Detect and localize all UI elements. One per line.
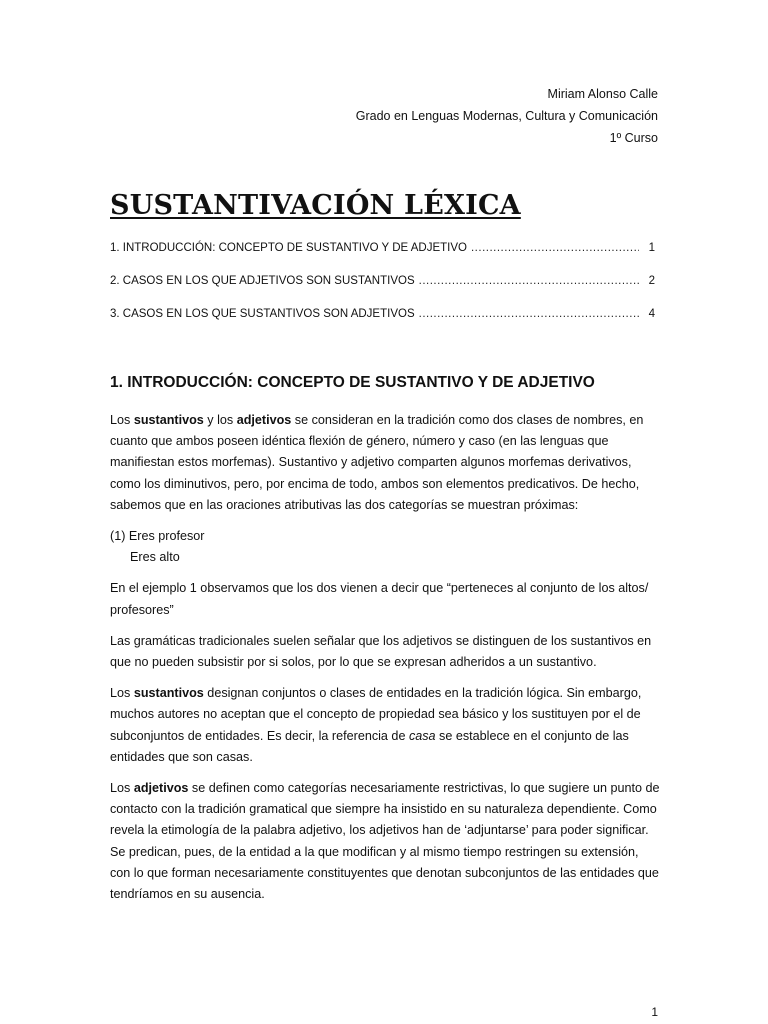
paragraph-1 [110, 410, 660, 516]
degree-name: Grado en Lenguas Modernas, Cultura y Comunicación [355, 109, 658, 123]
page-number: 1 [651, 1005, 658, 1019]
text-run: se establece en el conjunto de las entidades que son casas. [110, 728, 629, 764]
paragraph-2: En el ejemplo 1 observamos que los dos vienen a decir que “perteneces al conjunto de los altos/ profesores” [110, 581, 649, 617]
text-run: se consideran en la tradición como dos clases de nombres, en cuanto que ambos poseen idéntica flexión de género, número y caso (en las lenguas que manifiestan estos morfemas). Sustantivo y adjetivo comparten algunos morfemas derivativos, como los diminutivos, pero, por encima de todo, ambos son elementos predicativos. De hecho, sabemos que en las oraciones atributivas las dos categorías se muestran próximas: [110, 413, 644, 512]
toc-entry-page: 4 [648, 308, 655, 320]
paragraph-4 [110, 683, 660, 768]
toc-entry-3[interactable] [110, 308, 655, 341]
toc-leader-dots [419, 275, 639, 287]
bold-term: adjetivos [236, 413, 292, 427]
bold-term: adjetivos [133, 781, 189, 796]
italic-term: casa [408, 728, 436, 743]
section-body [110, 410, 660, 915]
author-header [356, 83, 658, 149]
example-line: (1) Eres profesor [110, 529, 205, 544]
toc-leader-dots [471, 242, 639, 254]
table-of-contents [110, 242, 655, 341]
section-heading: 1. INTRODUCCIÓN: CONCEPTO DE SUSTANTIVO Y DE ADJETIVO [110, 374, 595, 391]
toc-entry-1[interactable] [110, 242, 655, 275]
example-1 [110, 526, 660, 568]
paragraph-3: Las gramáticas tradicionales suelen señalar que los adjetivos se distinguen de los sustantivos en que no pueden subsistir por si solos, por lo que se expresan adheridos a un sustantivo. [110, 633, 652, 670]
toc-entry-page: 2 [648, 275, 655, 287]
text-run: y los [203, 413, 237, 427]
text-run: designan conjuntos o clases de entidades en la tradición lógica. Sin embargo, muchos autores no aceptan que el concepto de propiedad sea básico y los sustituyen por el de subconjuntos de entidades. Es decir, la referencia de [110, 686, 642, 743]
document-title: SUSTANTIVACIÓN LÉXICA [110, 190, 521, 221]
toc-entry-text: 2. CASOS EN LOS QUE ADJETIVOS SON SUSTANTIVOS [110, 275, 415, 287]
example-line: Eres alto [130, 550, 180, 565]
text-run: se definen como categorías necesariamente restrictivas, lo que sugiere un punto de contacto con la tradición gramatical que siempre ha insistido en su naturaleza dependiente. Como revela la etimología de la palabra adjetivo, los adjetivos han de ‘adjuntarse’ para poder significar. Se predican, pues, de la entidad a la que modifican y al mismo tiempo restringen su extensión, con lo que forman necesariamente constituyentes que denotan subconjuntos de las entidades que tendríamos en su ausencia. [110, 781, 660, 902]
bold-term: sustantivos [133, 413, 204, 427]
text-run: Los [110, 686, 134, 701]
toc-entry-page: 1 [648, 242, 655, 254]
course-name: 1º Curso [609, 131, 658, 145]
toc-leader-dots [419, 308, 639, 320]
text-run: Los [110, 413, 134, 427]
bold-term: sustantivos [133, 686, 204, 701]
toc-entry-2[interactable] [110, 275, 655, 308]
author-name: Miriam Alonso Calle [547, 87, 658, 101]
text-run: Los [110, 781, 134, 796]
paragraph-5 [110, 778, 660, 905]
toc-entry-text: 1. INTRODUCCIÓN: CONCEPTO DE SUSTANTIVO Y DE ADJETIVO [110, 242, 467, 254]
toc-entry-text: 3. CASOS EN LOS QUE SUSTANTIVOS SON ADJETIVOS [110, 308, 415, 320]
